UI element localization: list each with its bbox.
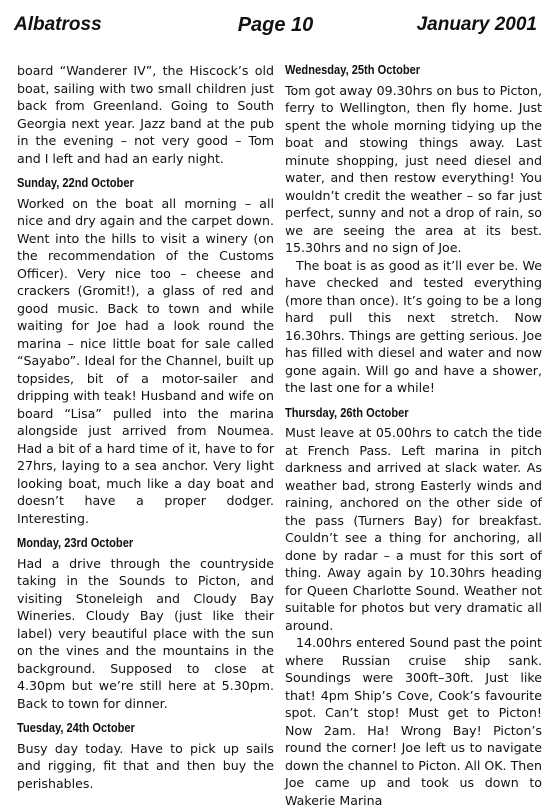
right-column bbox=[285, 62, 542, 809]
entry-heading-sunday: Sunday, 22nd October bbox=[17, 176, 134, 190]
entry-text-thursday-2: 14.00hrs entered Sound past the point where Russian cruise ship sank. Soundings were 300ft–30ft. Just like that! 4pm Ship’s Cove, Cook’s favourite spot. Can’t stop! Must get to Picton! Now 2am. Ha! Wrong Bay! Picton’s round the corner! Joe left us to navigate down the channel to Picton. All OK. Then Joe came up and took us down to Wakerie Marina bbox=[285, 635, 542, 808]
entry-heading-tuesday: Tuesday, 24th October bbox=[17, 721, 135, 735]
paragraph-continued: board “Wanderer IV”, the Hiscock’s old boat, sailing with two small children just back from Greenland. Going to South Georgia next year. Jazz band at the pub in the evening – not very good – Tom and I left and had an early night. bbox=[17, 63, 274, 166]
entry-text-monday: Had a drive through the countryside taking in the Sounds to Picton, and visiting Stoneleigh and Cloudy Bay Wineries. Cloudy Bay (just like their label) very beautiful place with the sun on the vines and the mountains in the background. Supposed to close at 4.30pm but we’re still here at 5.30pm. Back to town for dinner. bbox=[17, 555, 274, 711]
left-column bbox=[17, 62, 274, 792]
page-number: Page 10 bbox=[237, 14, 314, 36]
page-header bbox=[14, 14, 537, 42]
entry-text-tuesday: Busy day today. Have to pick up sails and rigging, fit that and then buy the perishables. bbox=[17, 740, 274, 791]
entry-text-wednesday-2: The boat is as good as it’ll ever be. We have checked and tested everything (more than once). It’s going to be a long hard pull this next stretch. Now 16.30hrs. Things are getting serious. Joe has filled with diesel and water and now gone again. Will go and have a shower, the last one for a while! bbox=[285, 257, 542, 395]
entry-text-wednesday: Tom got away 09.30hrs on bus to Picton, ferry to Wellington, then fly home. Just spent the whole morning tidying up the boat and stowing things away. Last minute shopping, just need diesel and water, and then restow everything! You wouldn’t credit the weather – so far just perfect, sunny and not a drop of rain, so we are seeing the area at its best. 15.30hrs and no sign of Joe. bbox=[285, 82, 542, 255]
entry-heading-thursday: Thursday, 26th October bbox=[285, 405, 409, 420]
entry-text-thursday: Must leave at 05.00hrs to catch the tide at French Pass. Left marina in pitch darkness and arrived at slack water. As weather bad, strong Easterly winds and raining, anchored on the other side of the pass (Turners Bay) for breakfast. Couldn’t see a thing for anchoring, all done by radar – a must for this sort of thing. Away again by 10.30hrs heading for Queen Charlotte Sound. Weather not suitable for photos but very dramatic all around. bbox=[285, 425, 542, 633]
publication-title: Albatross bbox=[14, 14, 102, 35]
issue-date: January 2001 bbox=[416, 14, 537, 35]
entry-heading-wednesday: Wednesday, 25th October bbox=[285, 63, 421, 77]
entry-text-sunday: Worked on the boat all morning – all nice and dry again and the carpet down. Went into the hills to visit a winery (on the recommendation of the Customs Officer). Very nice too – cheese and crackers (Gromit!), a glass of red and good music. Back to town and while waiting for Joe had a look round the marina – nice little boat for sale called “Sayabo”. Ideal for the Channel, built up topsides, bit of a motor-sailer and dripping with teak! Husband and wife on board “Lisa” pulled into the marina alongside just arrived from Noumea. Had a bit of a hard time of it, have to for 27hrs, laying to a sea anchor. Very light looking boat, much like a day boat and doesn’t have a proper dodger. Interesting. bbox=[17, 195, 274, 526]
entry-heading-monday: Monday, 23rd October bbox=[17, 536, 134, 550]
